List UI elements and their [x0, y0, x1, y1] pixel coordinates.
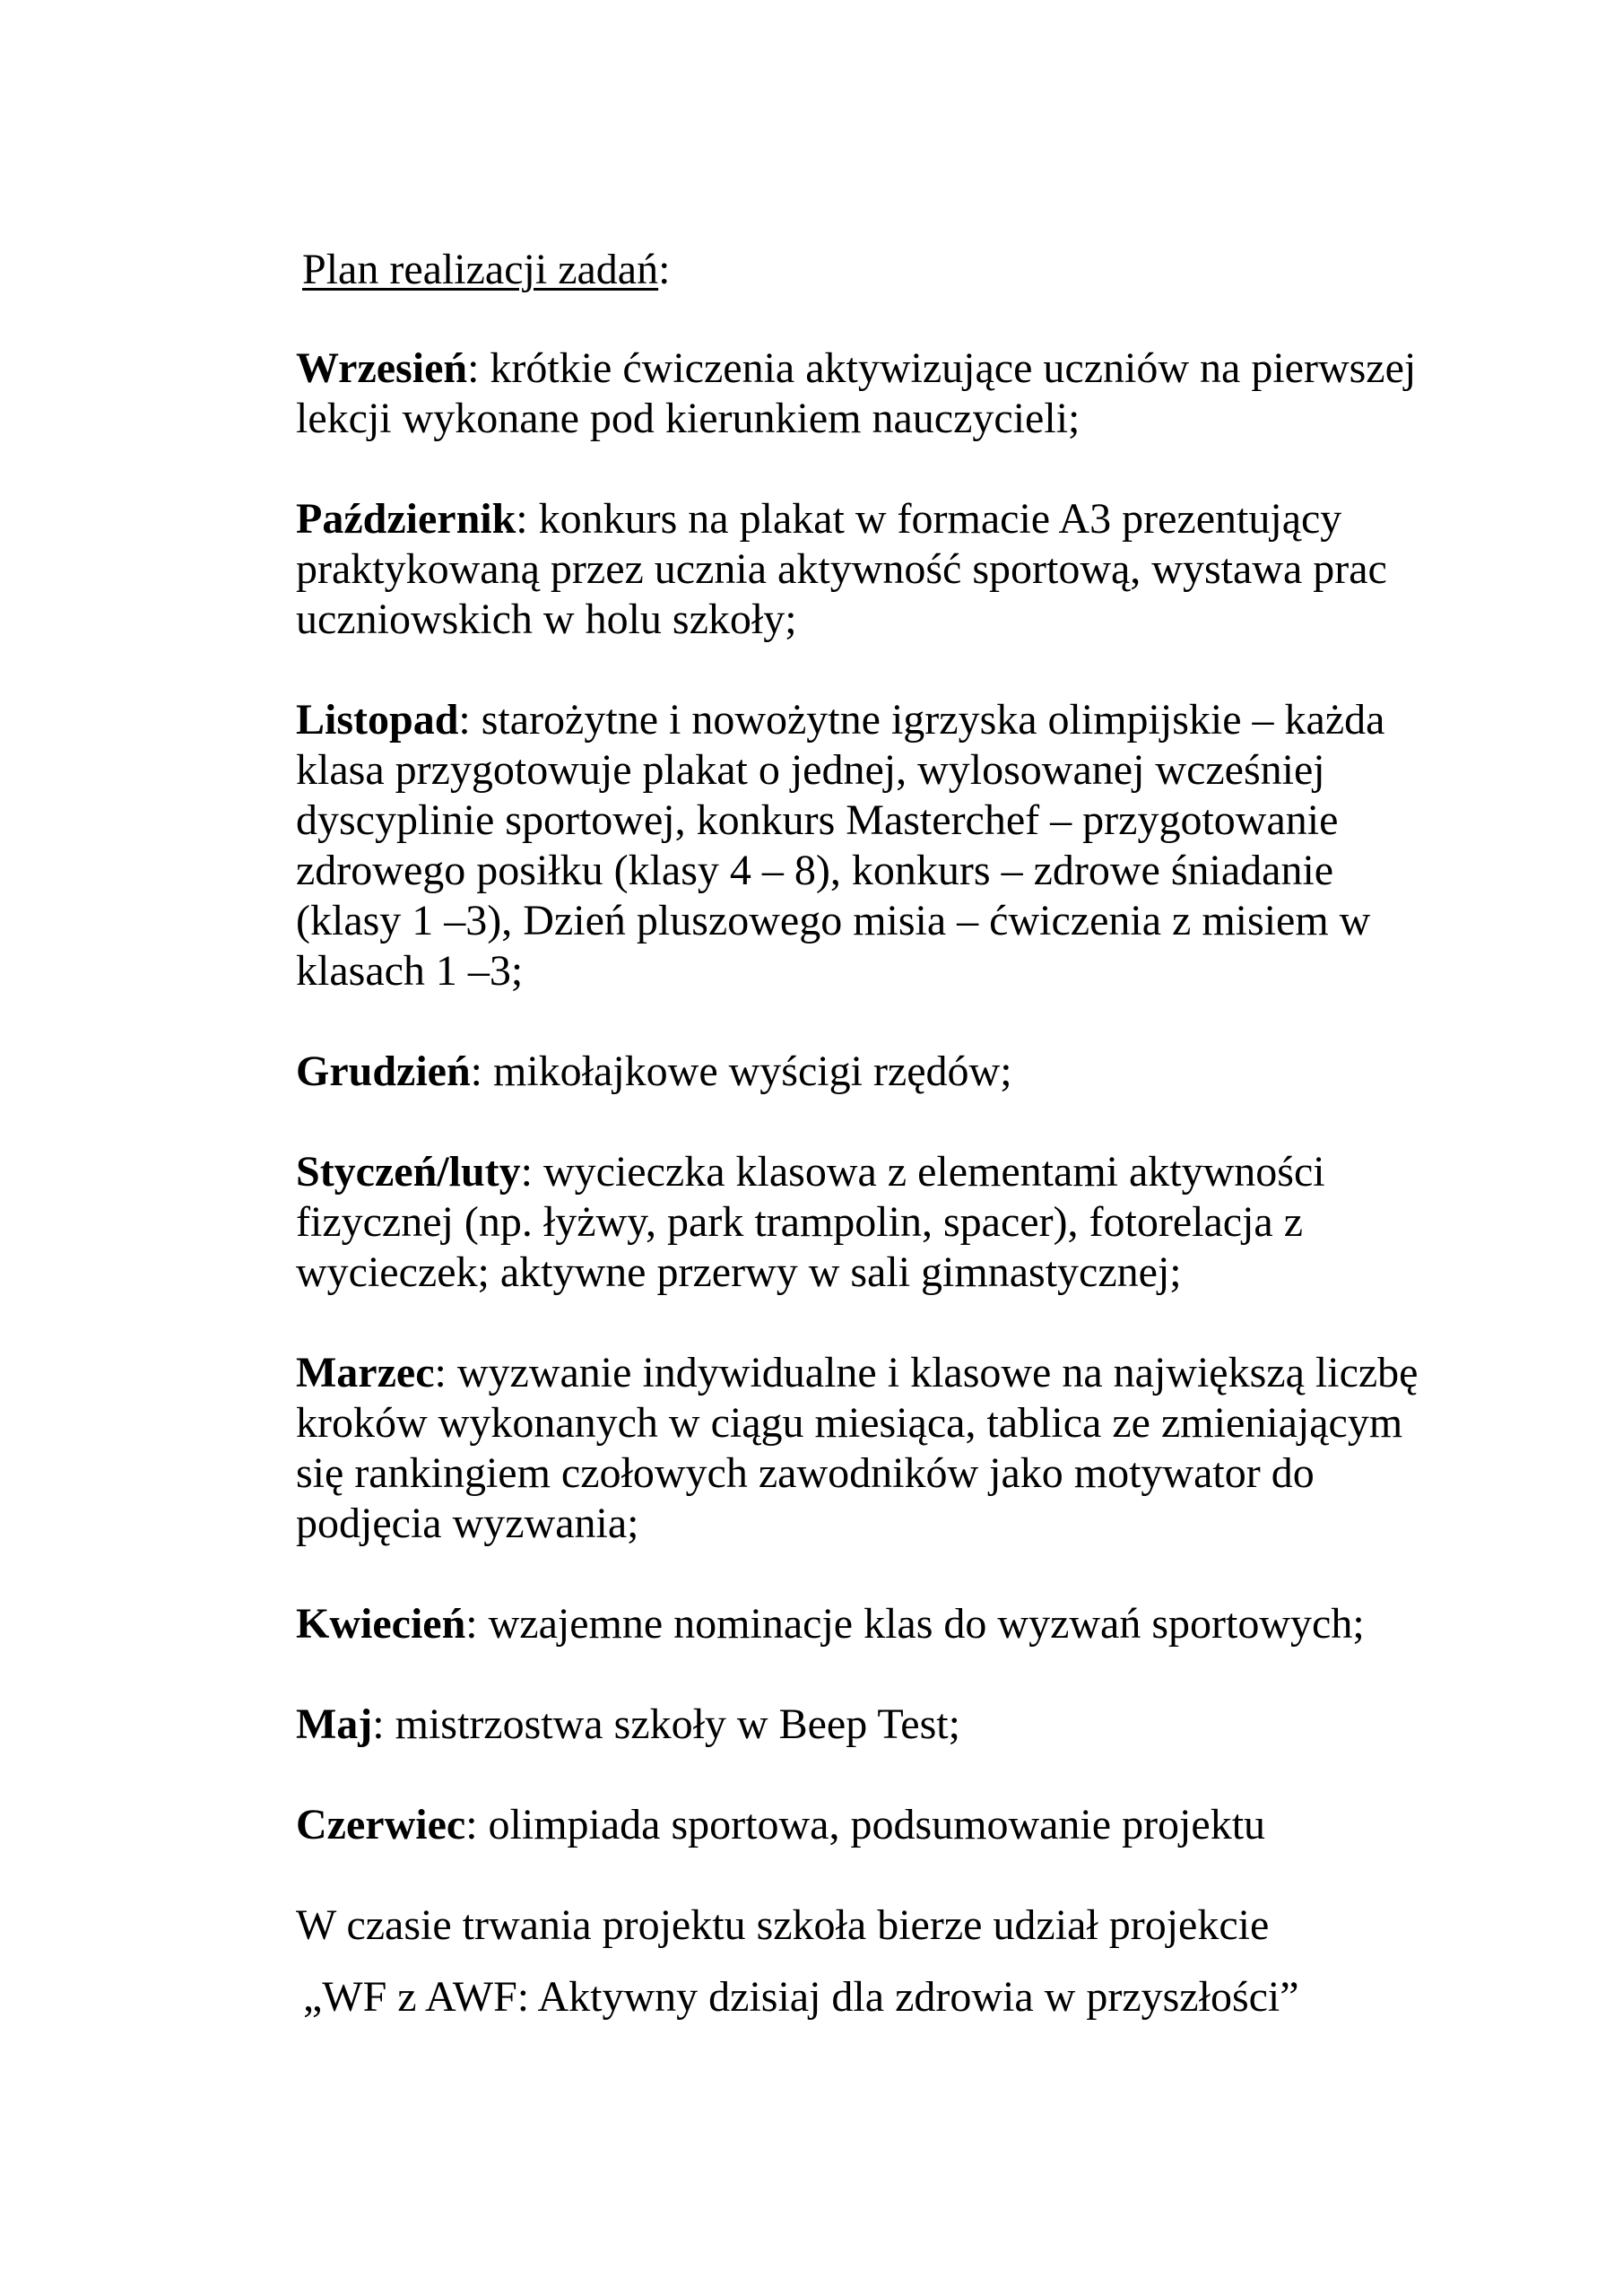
- month-label: Październik: [296, 495, 516, 543]
- month-description: podjęcia wyzwania;: [296, 1500, 639, 1547]
- month-description: : konkurs na plakat w formacie A3 prezentujący: [516, 495, 1342, 543]
- month-description: kroków wykonanych w ciągu miesiąca, tablica ze zmieniającym: [296, 1399, 1403, 1447]
- month-label: Wrzesień: [296, 344, 468, 392]
- page-title: [302, 245, 670, 295]
- month-description: : wyzwanie indywidualne i klasowe na największą liczbę: [434, 1349, 1419, 1396]
- month-description: wycieczek; aktywne przerwy w sali gimnastycznej;: [296, 1248, 1182, 1296]
- month-description: uczniowskich w holu szkoły;: [296, 596, 797, 643]
- schedule-item-czerwiec: [296, 1800, 1506, 1850]
- month-description: : wycieczka klasowa z elementami aktywności: [520, 1148, 1325, 1196]
- month-description: fizycznej (np. łyżwy, park trampolin, spacer), fotorelacja z: [296, 1198, 1304, 1246]
- month-description: : wzajemne nominacje klas do wyzwań sportowych;: [465, 1600, 1365, 1648]
- schedule-item-styczen-luty: [296, 1147, 1506, 1298]
- closing-statement: W czasie trwania projektu szkoła bierze udział projekcie: [296, 1901, 1270, 1949]
- month-description: : mistrzostwa szkoły w Beep Test;: [372, 1700, 960, 1748]
- month-description: klasa przygotowuje plakat o jednej, wylosowanej wcześniej: [296, 746, 1325, 794]
- schedule-item-wrzesien: [296, 344, 1506, 444]
- page-title-text: Plan realizacji zadań: [302, 246, 659, 293]
- schedule-item-pazdziernik: [296, 494, 1506, 645]
- month-description: praktykowaną przez ucznia aktywność sportową, wystawa prac: [296, 545, 1387, 593]
- month-description: : krótkie ćwiczenia aktywizujące uczniów na pierwszej: [467, 344, 1417, 392]
- schedule-item-listopad: [296, 695, 1506, 996]
- month-label: Listopad: [296, 696, 459, 744]
- project-name-quote: „WF z AWF: Aktywny dzisiaj dla zdrowia w przyszłości”: [303, 1973, 1299, 2021]
- month-label: Marzec: [296, 1349, 435, 1396]
- month-description: klasach 1 –3;: [296, 947, 524, 995]
- month-description: : olimpiada sportowa, podsumowanie projektu: [465, 1801, 1266, 1848]
- schedule-item-maj: [296, 1700, 1506, 1750]
- month-description: : mikołajkowe wyścigi rzędów;: [470, 1048, 1012, 1095]
- month-description: lekcji wykonane pod kierunkiem nauczycieli;: [296, 395, 1081, 442]
- schedule-list: [296, 344, 1506, 1900]
- month-label: Kwiecień: [296, 1600, 466, 1648]
- month-label: Styczeń/luty: [296, 1148, 521, 1196]
- schedule-item-marzec: [296, 1348, 1506, 1549]
- month-label: Maj: [296, 1700, 373, 1748]
- month-description: zdrowego posiłku (klasy 4 – 8), konkurs – zdrowe śniadanie: [296, 847, 1334, 894]
- schedule-item-kwiecien: [296, 1599, 1506, 1649]
- month-description: się rankingiem czołowych zawodników jako motywator do: [296, 1449, 1315, 1497]
- month-description: dyscyplinie sportowej, konkurs Masterchef – przygotowanie: [296, 796, 1339, 844]
- month-description: : starożytne i nowożytne igrzyska olimpijskie – każda: [458, 696, 1385, 744]
- month-description: (klasy 1 –3), Dzień pluszowego misia – ćwiczenia z misiem w: [296, 897, 1371, 944]
- page-title-colon: :: [658, 246, 671, 293]
- month-label: Grudzień: [296, 1048, 471, 1095]
- schedule-item-grudzien: [296, 1047, 1506, 1097]
- month-label: Czerwiec: [296, 1801, 466, 1848]
